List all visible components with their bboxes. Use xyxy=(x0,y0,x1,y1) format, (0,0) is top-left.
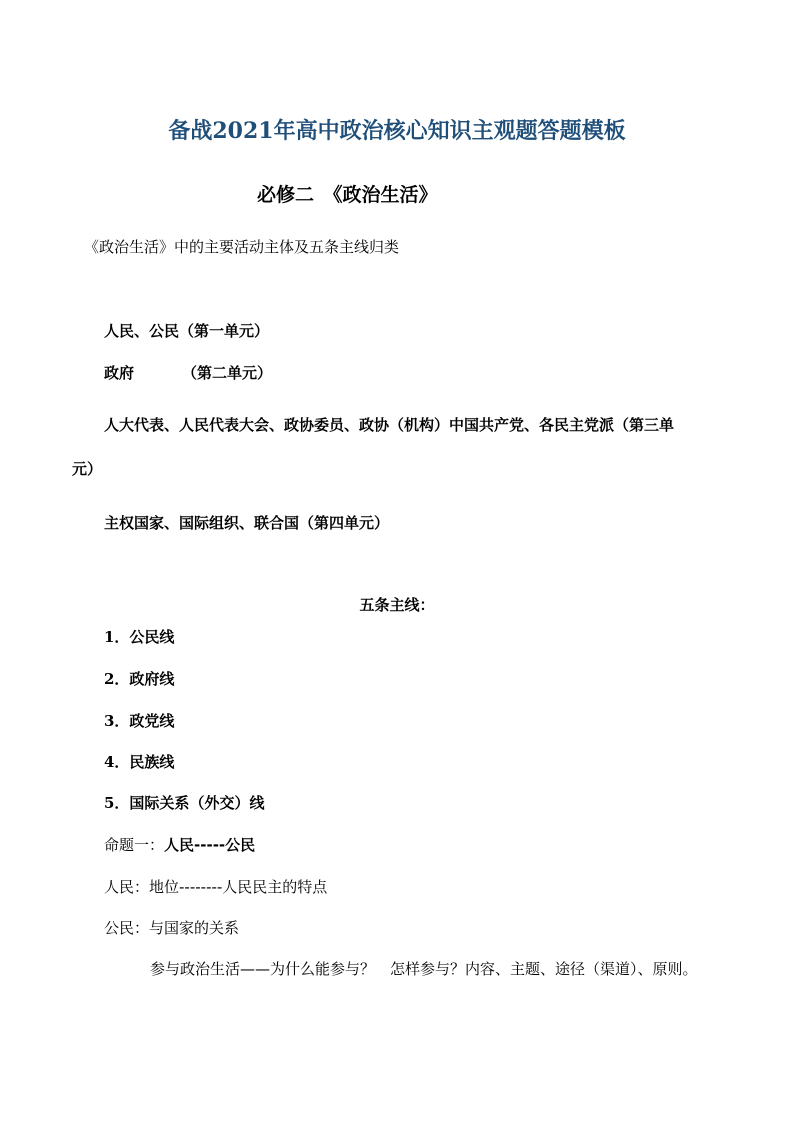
unit-2-label: 政府 xyxy=(104,364,135,382)
unit-4-subjects: 主权国家、国际组织、联合国（第四单元） xyxy=(104,514,390,532)
unit-1-subjects: 人民、公民（第一单元） xyxy=(104,322,270,340)
proposition-one xyxy=(104,834,255,855)
main-lines-heading: 五条主线： xyxy=(359,596,435,614)
main-line-item: 2．政府线 xyxy=(104,670,175,688)
main-line-item: 1．公民线 xyxy=(104,628,175,646)
citizen-note: 公民：与国家的关系 xyxy=(104,919,240,937)
unit-3-subjects-line1: 人大代表、人民代表大会、政协委员、政协（机构）中国共产党、各民主党派（第三单 xyxy=(104,416,675,434)
intro-text: 《政治生活》中的主要活动主体及五条主线归类 xyxy=(84,238,400,256)
unit-2-tag: （第二单元） xyxy=(182,364,273,382)
unit-3-subjects-line2: 元） xyxy=(72,460,103,478)
document-title: 备战2021年高中政治核心知识主观题答题模板 xyxy=(168,118,626,144)
proposition-label: 命题一： xyxy=(104,836,165,854)
main-line-item: 4．民族线 xyxy=(104,753,175,771)
unit-2-subjects xyxy=(104,362,272,383)
participation-note: 参与政治生活——为什么能参与？ 怎样参与？内容、主题、途径（渠道）、原则。 xyxy=(150,960,698,978)
main-line-item: 5．国际关系（外交）线 xyxy=(104,794,265,812)
main-line-item: 3．政党线 xyxy=(104,712,175,730)
document-subtitle: 必修二 《政治生活》 xyxy=(257,184,438,206)
people-note: 人民：地位--------人民民主的特点 xyxy=(104,878,328,896)
proposition-value: 人民-----公民 xyxy=(164,836,256,854)
